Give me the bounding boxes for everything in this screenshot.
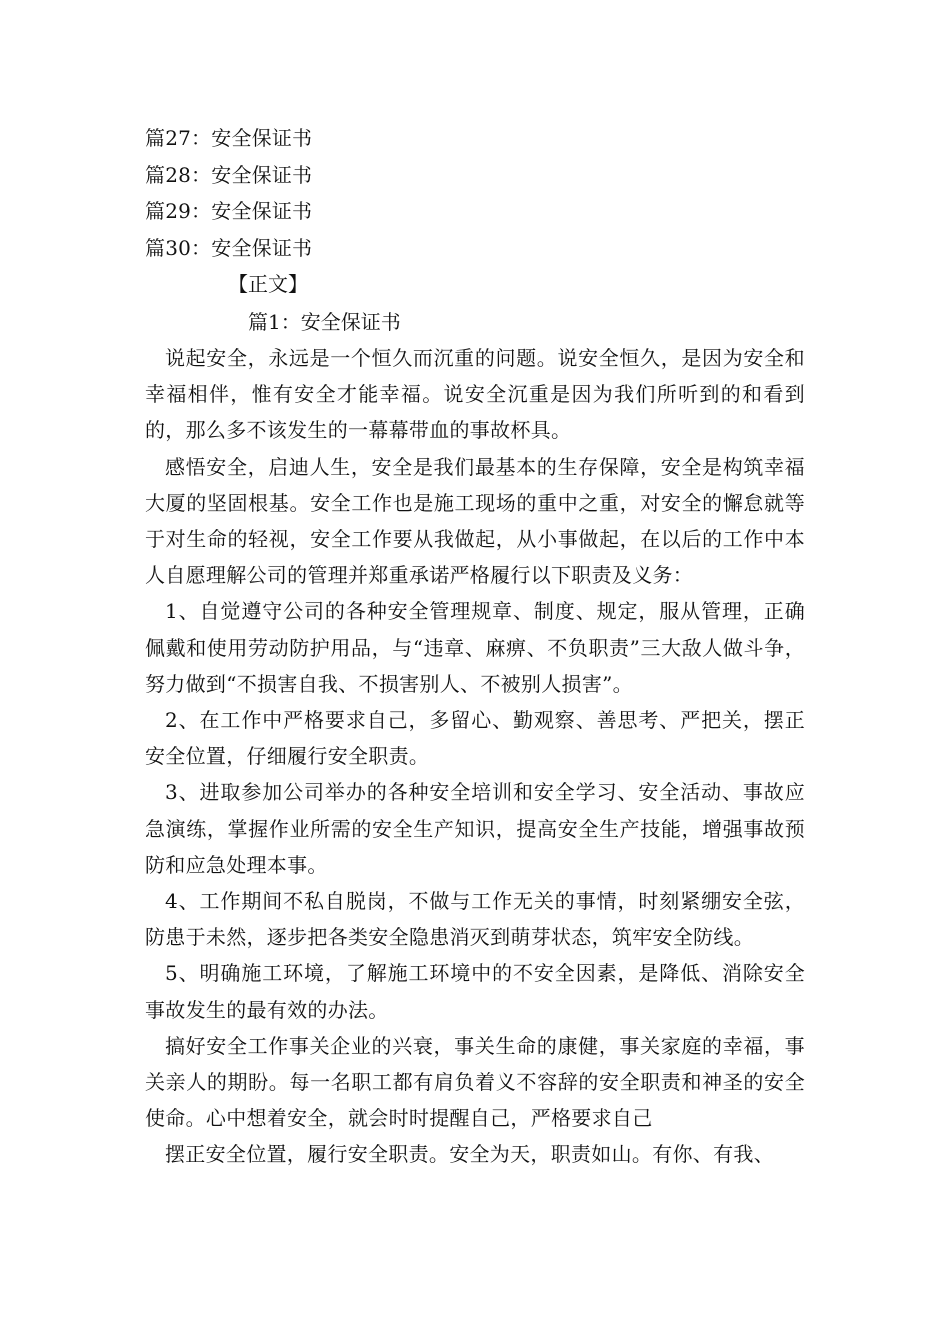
paragraph-intro: 说起安全，永远是一个恒久而沉重的问题。说安全恒久，是因为安全和幸福相伴，惟有安全才能幸福。说安全沉重是因为我们所听到的和看到的，那么多不该发生的一幕幕带血的事故杯具。 (145, 346, 805, 443)
toc-item-27: 篇27：安全保证书 (145, 126, 313, 150)
toc-item-28: 篇28：安全保证书 (145, 163, 313, 187)
paragraph-importance: 搞好安全工作事关企业的兴衰，事关生命的康健，事关家庭的幸福，事关亲人的期盼。每一名职工都有肩负着义不容辞的安全职责和神圣的安全使命。心中想着安全，就会时时提醒自己，严格要求自己 (145, 1033, 805, 1131)
paragraph-duty-2: 2、在工作中严格要求自己，多留心、勤观察、善思考、严把关，摆正安全位置，仔细履行安全职责。 (145, 708, 805, 769)
article-body (145, 340, 805, 1173)
paragraph-duty-1: 1、自觉遵守公司的各种安全管理规章、制度、规定，服从管理，正确佩戴和使用劳动防护用品，与“违章、麻痹、不负职责”三大敌人做斗争，努力做到“不损害自我、不损害别人、不被别人损害”。 (145, 599, 805, 696)
paragraph-duty-4: 4、工作期间不私自脱岗，不做与工作无关的事情，时刻紧绷安全弦，防患于未然，逐步把各类安全隐患消灭到萌芽状态，筑牢安全防线。 (145, 889, 805, 950)
body-label: 【正文】 (228, 272, 308, 296)
paragraph-insight: 感悟安全，启迪人生，安全是我们最基本的生存保障，安全是构筑幸福大厦的坚固根基。安全工作也是施工现场的重中之重，对安全的懈怠就等于对生命的轻视，安全工作要从我做起，从小事做起，在以后的工作中本人自愿理解公司的管理并郑重承诺严格履行以下职责及义务： (145, 454, 805, 588)
paragraph-closing: 摆正安全位置，履行安全职责。安全为天，职责如山。有你、有我、 (165, 1142, 774, 1167)
toc-item-29: 篇29：安全保证书 (145, 199, 313, 223)
article-title: 篇1：安全保证书 (248, 310, 401, 334)
toc-item-30: 篇30：安全保证书 (145, 236, 313, 260)
paragraph-duty-5: 5、明确施工环境，了解施工环境中的不安全因素，是降低、消除安全事故发生的最有效的办法。 (145, 961, 805, 1022)
paragraph-duty-3: 3、进取参加公司举办的各种安全培训和安全学习、安全活动、事故应急演练，掌握作业所需的安全生产知识，提高安全生产技能，增强事故预防和应急处理本事。 (145, 780, 805, 877)
